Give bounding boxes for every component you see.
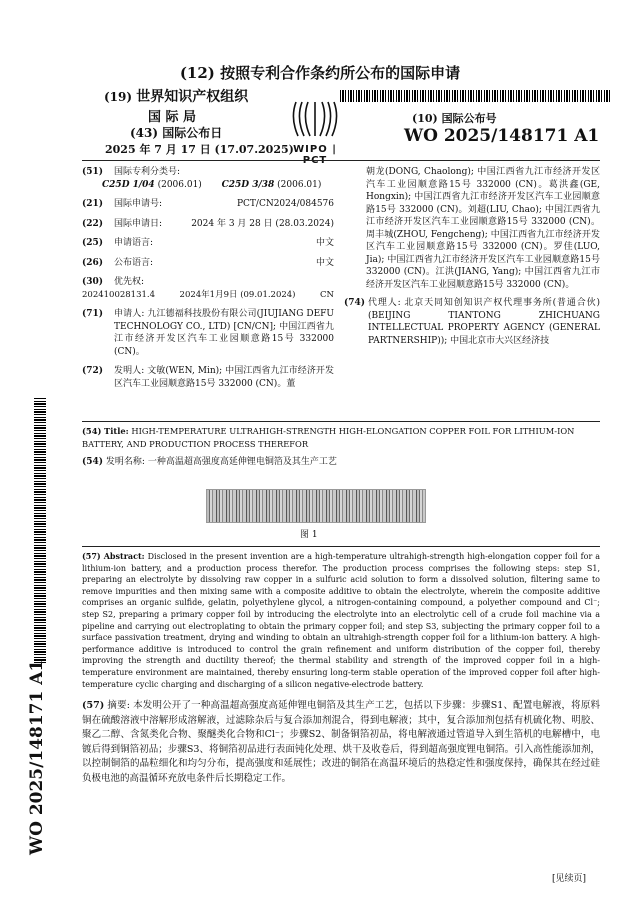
title-english: [82, 425, 600, 450]
title-en-text: HIGH-TEMPERATURE ULTRAHIGH-STRENGTH HIGH-ELONGATION COPPER FOIL FOR LITHIUM-ION BATTERY, AND PRODUCTION PROCESS THEREFOR: [82, 426, 575, 449]
field-25: [82, 237, 334, 250]
field-21-number: (21): [82, 199, 104, 209]
agent-text: 代理人: 北京天同知创知识产权代理事务所(普通合伙) (BEIJING TIANTONG ZHICHUANG INTELLECTUAL PROPERTY AGENCY (GENERAL PARTNERSHIP)); 中国北京市大兴区经济技: [368, 298, 600, 346]
priority-country: CN: [320, 289, 334, 300]
field-21-label: 国际申请号:: [114, 199, 163, 209]
org-number: (19): [104, 90, 133, 104]
field-30-label: 优先权:: [114, 277, 145, 287]
header-barcode: [340, 90, 610, 102]
organization-line2: 国 际 局: [148, 110, 197, 125]
field-72-number: (72): [82, 366, 104, 376]
field-71-number: (71): [82, 309, 104, 319]
title-en-label: Title:: [104, 426, 129, 436]
field-72: [82, 365, 334, 390]
title-number: (12): [179, 64, 215, 82]
priority-application: 202410028131.4: [82, 289, 156, 300]
figure-image: [206, 489, 426, 523]
ipc-code-1: C25D 1/04: [102, 179, 155, 190]
field-71: [82, 308, 334, 358]
field-22: [82, 218, 334, 231]
field-51: [82, 166, 334, 179]
field-25-label: 申请语言:: [114, 238, 154, 248]
field-25-number: (25): [82, 238, 104, 248]
ipc-codes: [82, 179, 334, 192]
document-title-line: [0, 62, 640, 83]
publication-date-label-line: [130, 124, 222, 141]
field-51-label: 国际专利分类号:: [114, 167, 181, 177]
filing-date: 2024 年 3 月 28 日 (28.03.2024): [191, 218, 334, 229]
wipo-emblem-icon: [282, 98, 348, 140]
title-zh-label: 发明名称:: [105, 457, 145, 467]
application-number: PCT/CN2024/084576: [236, 199, 334, 209]
field-74: [344, 297, 600, 347]
organization-line1: [104, 86, 248, 106]
inventors-continued: 朝龙(DONG, Chaolong); 中国江西省九江市经济开发区汽车工业园顺意路15号 332000 (CN)。葛洪鑫(GE, Hongxin); 中国江西省九江市经济开发区汽车工业园顺意路15号 332000 (CN)。刘超(LIU, Chao); 中国江西省九江市经济开发区汽车工业园顺意路15号 332000 (CN)。周丰城(ZHOU, Fengcheng); 中国江西省九江市经济开发区汽车工业园顺意路15号 332000 (CN)。罗佳(LUO, Jia); 中国江西省九江市经济开发区汽车工业园顺意路15号 332000 (CN)。江洪(JIANG, Yang); 中国江西省九江市经济开发区汽车工业园顺意路15号 332000 (CN)。: [366, 167, 600, 290]
document-title: 按照专利合作条约所公布的国际申请: [220, 64, 461, 82]
field-30-number: (30): [82, 277, 104, 287]
ipc-code-1-date: (2006.01): [157, 179, 202, 190]
applicant-text: 申请人: 九江德福科技股份有限公司(JIUJIANG DEFU TECHNOLOGY CO., LTD) [CN/CN]; 中国江西省九江市经济开发区汽车工业园顺意路15号 332000 (CN)。: [114, 309, 334, 357]
field-30: [82, 276, 334, 289]
field-26-number: (26): [82, 257, 104, 268]
pubno-number: (10): [412, 112, 438, 125]
figure-caption: 图 1: [300, 530, 318, 540]
title-en-number: (54): [82, 426, 102, 436]
abstract-rule: [82, 546, 600, 547]
title-zh-text: 一种高温超高强度高延伸锂电铜箔及其生产工艺: [147, 457, 337, 467]
field-26: [82, 257, 334, 270]
wipo-logo: [282, 98, 348, 166]
field-22-number: (22): [82, 218, 104, 229]
filing-language: 中文: [315, 238, 334, 248]
field-21: [82, 198, 334, 211]
publication-date-value: 2025 年 7 月 17 日 (17.07.2025): [105, 143, 294, 156]
abstract-en-text: Disclosed in the present invention are a high-temperature ultrahigh-strength high-elongation copper foil for a lithium-ion battery, and a production process therefor. The production process comprises the following steps: step S1, preparing an electrolyte by dissolving raw copper in a sulfuric acid solution to form a dissolved solution, filtering same to remove impurities and then mixing same with a composite additive to obtain the electrolyte, wherein the composite additive comprises an organic sulfide, gelatin, polyethylene glycol, a nitrogen-containing compound, a polyether compound and Cl⁻; step S2, preparing a primary copper foil by introducing the electrolyte into an electrolytic cell of a crude foil machine via a pipeline and carrying out electroplating to obtain the primary copper foil; and step S3, subjecting the primary copper foil to a surface passivation treatment, drying and winding to obtain an ultrahigh-strength copper foil for a lithium-ion battery. A high-performance additive is introduced to control the grain refinement and uniform distribution of the copper foil, thereby improving the strength and ductility thereof; the thermal stability and strength of the improved copper foil in a high-temperature environment are maintained, thereby ensuring long-term stable operation of the improved copper foil after high-temperature cyclic charging and discharging of a silicon negative-electrode battery.: [82, 552, 601, 689]
priority-data: [82, 289, 334, 302]
ipc-code-2: C25D 3/38: [221, 179, 275, 190]
abstract-english: [82, 551, 600, 690]
publication-language: 中文: [315, 257, 334, 268]
priority-date: 2024年1月9日 (09.01.2024): [179, 289, 296, 300]
org-name: 世界知识产权组织: [136, 89, 249, 105]
left-column: [82, 166, 334, 390]
abstract-chinese: [82, 699, 600, 787]
abstract-zh-number: (57): [82, 700, 105, 711]
right-column: [344, 166, 600, 347]
ipc-code-2-date: (2006.01): [277, 179, 322, 190]
field-22-label: 国际申请日:: [114, 218, 163, 229]
pubno-label: 国际公布号: [441, 112, 497, 125]
abstract-zh-label: 摘要:: [107, 700, 130, 711]
title-chinese: [82, 456, 600, 469]
pubdate-label: 国际公布日: [162, 126, 223, 140]
abstract-en-label: Abstract:: [103, 551, 145, 561]
publication-number-label-line: [412, 110, 497, 126]
side-barcode: [34, 398, 46, 663]
title-rule: [82, 421, 600, 422]
header-rule: [82, 160, 600, 161]
abstract-en-number: (57): [82, 551, 101, 561]
field-51-number: (51): [82, 167, 104, 177]
field-26-label: 公布语言:: [114, 257, 154, 268]
inventors-text: 发明人: 文敏(WEN, Min); 中国江西省九江市经济开发区汽车工业园顺意路15号 332000 (CN)。董: [114, 366, 334, 389]
title-zh-number: (54): [82, 457, 104, 467]
field-74-number: (74): [344, 298, 366, 308]
wipo-pct-text: WIPO | PCT: [293, 144, 337, 166]
side-publication-number: WO 2025/148171 A1: [27, 659, 47, 855]
publication-number: WO 2025/148171 A1: [404, 126, 600, 146]
abstract-zh-text: 本发明公开了一种高温超高强度高延伸锂电铜箔及其生产工艺，包括以下步骤：步骤S1、配置电解液，将原料铜在硫酸溶液中溶解形成溶解液，过滤除杂后与复合添加剂混合，得到电解液；其中，复合添加剂包括有机硫化物、明胶、聚乙二醇、含氮类化合物、聚醚类化合物和Cl⁻；步骤S2、制备铜箔初品，将电解液通过管道导入到生箔机的电解槽中，电镀后得到铜箔初品；步骤S3、将铜箔初品进行表面钝化处理、烘干及收卷后，得到超高强度锂电铜箔。引入高性能添加剂，以控制铜箔的晶粒细化和均匀分布，提高强度和延展性；改进的铜箔在高温环境后的热稳定性和强度保持，确保其在经过硅负极电池的高温循环充放电条件后长期稳定工作。: [82, 700, 600, 784]
continued-marker: [见续页]: [552, 874, 587, 884]
pubdate-number: (43): [130, 126, 159, 140]
